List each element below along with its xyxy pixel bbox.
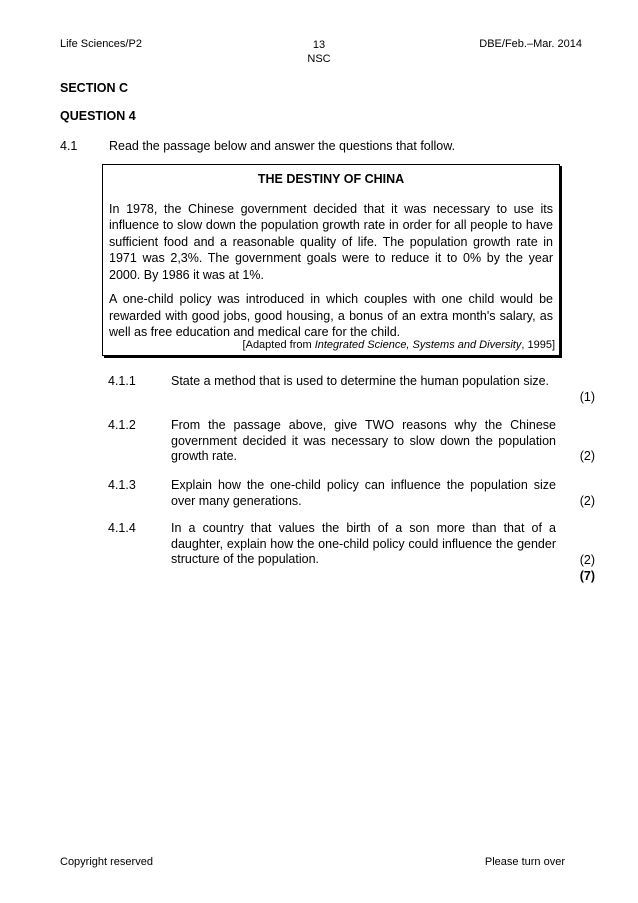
subquestion-number: 4.1.4 [108,521,136,535]
footer-turn-over: Please turn over [484,856,565,868]
question-text: Read the passage below and answer the questions that follow. [109,139,456,153]
subquestion-marks: (1) [579,390,595,404]
question-total-marks: (7) [579,569,595,583]
footer-copyright: Copyright reserved [60,856,153,868]
subquestion-marks: (2) [579,494,595,508]
source-prefix: [Adapted from [242,338,315,351]
subquestion-marks: (2) [579,449,595,463]
subquestion-text: Explain how the one-child policy can influence the population size over many generations. [171,478,556,508]
subquestion-number: 4.1.3 [108,478,136,492]
subquestion-text: From the passage above, give TWO reasons why the Chinese government decided it was necessary to slow down the population growth rate. [171,418,556,463]
source-suffix: , 1995] [521,338,555,351]
question-number: 4.1 [60,139,78,153]
subquestion-number: 4.1.1 [108,374,136,388]
source-title: Integrated Science, Systems and Diversity [314,338,522,351]
header-code: NSC [307,53,331,65]
passage-title: THE DESTINY OF CHINA [257,172,405,186]
header-exam-date: DBE/Feb.–Mar. 2014 [479,38,582,50]
passage-paragraph-1: In 1978, the Chinese government decided that it was necessary to use its influence to slow down the population growth rate in order for all people to have sufficient food and a reasonable quality of life. The population growth rate in 1971 was 2,3%. The government goals were to reduce it to 0% by the year 2000. By 1986 it was at 1%. [109,201,553,282]
section-title: SECTION C [60,81,129,95]
passage-box [102,164,560,356]
passage-source [243,337,555,354]
subquestion-number: 4.1.2 [108,418,136,432]
page-number: 13 [312,39,326,51]
subquestion-marks: (2) [579,553,595,567]
subquestion-text: State a method that is used to determine the human population size. [171,374,550,388]
question-title: QUESTION 4 [60,109,136,123]
subquestion-text: In a country that values the birth of a son more than that of a daughter, explain how the one-child policy could influence the gender structure of the population. [171,521,556,566]
header-subject: Life Sciences/P2 [60,38,142,50]
passage-paragraph-2: A one-child policy was introduced in which couples with one child would be rewarded with good jobs, good housing, a bonus of an extra month's salary, as well as free education and medical care for the child. [109,292,553,339]
